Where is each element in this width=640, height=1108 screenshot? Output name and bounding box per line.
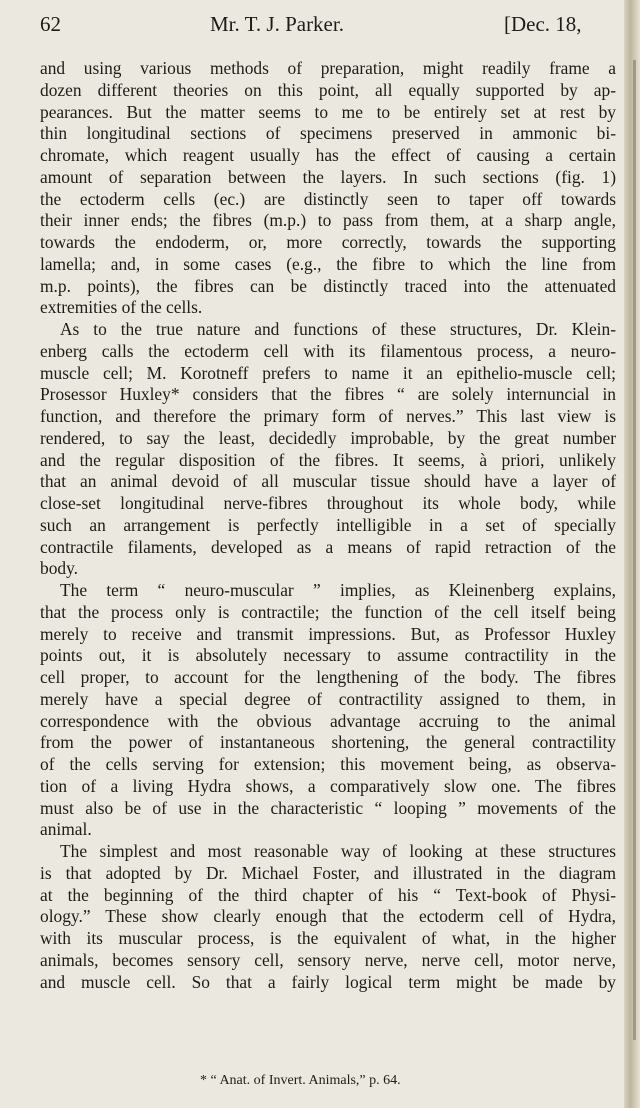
text-line: lamella; and, in some cases (e.g., the fibre to which the line from (40, 253, 616, 274)
text-line: contractile filaments, developed as a means of rapid retraction of the (40, 536, 616, 557)
text-line: enberg calls the ectoderm cell with its filamentous process, a neuro- (40, 340, 616, 361)
running-title: Mr. T. J. Parker. (210, 12, 344, 36)
text-line: and using various methods of preparation, might readily frame a (40, 58, 616, 78)
text-line: muscle cell; M. Korotneff prefers to name it an epithelio-muscle cell; (40, 362, 616, 383)
text-line: at the beginning of the third chapter of his “ Text-book of Physi- (40, 884, 616, 905)
text-line: merely have a special degree of contractility assigned to them, in (40, 688, 616, 709)
text-line: body. (40, 558, 78, 579)
text-line: Prosessor Huxley* considers that the fibres “ are solely internuncial in (40, 384, 616, 405)
text-line: from the power of instantaneous shortening, the general contractility (40, 732, 616, 753)
running-header (40, 8, 632, 44)
text-line: thin longitudinal sections of specimens preserved in ammonic bi- (40, 123, 616, 144)
text-line: The term “ neuro-muscular ” implies, as Kleinenberg explains, (60, 580, 616, 600)
text-line: As to the true nature and functions of these structures, Dr. Klein- (60, 319, 616, 339)
text-line: close-set longitudinal nerve-fibres throughout its whole body, while (40, 493, 616, 513)
running-date: [Dec. 18, (504, 12, 582, 36)
text-line: towards the endoderm, or, more correctly, towards the supporting (40, 232, 616, 252)
text-line: function, and therefore the primary form of nerves.” This last view is (40, 406, 616, 426)
text-line: extremities of the cells. (40, 297, 203, 318)
page-number: 62 (40, 12, 61, 36)
text-line: animal. (40, 819, 92, 840)
footnote: * “ Anat. of Invert. Animals,” p. 64. (200, 1073, 401, 1088)
binding-shadow (633, 60, 636, 1040)
text-line: must also be of use in the characteristic “ looping ” movements of the (40, 797, 616, 818)
body-text (40, 58, 616, 993)
text-line: pearances. But the matter seems to me to be entirely set at rest by (40, 101, 616, 122)
text-line: that an animal devoid of all muscular tissue should have a layer of (40, 471, 616, 492)
text-line: is that adopted by Dr. Michael Foster, and illustrated in the diagram (40, 862, 616, 883)
text-line: chromate, which reagent usually has the effect of causing a certain (40, 145, 616, 165)
text-line: points out, it is absolutely necessary to assume contractility in the (40, 645, 616, 666)
text-line: rendered, to say the least, decidedly improbable, by the great number (40, 427, 616, 448)
text-line: The simplest and most reasonable way of looking at these structures (60, 841, 616, 861)
text-line: with its muscular process, is the equivalent of what, in the higher (40, 928, 616, 948)
text-line: and muscle cell. So that a fairly logical term might be made by (40, 971, 616, 992)
text-line: ology.” These show clearly enough that the ectoderm cell of Hydra, (40, 906, 616, 927)
text-line: that the process only is contractile; the function of the cell itself being (40, 601, 616, 622)
text-line: and the regular disposition of the fibres. It seems, à priori, unlikely (40, 449, 616, 470)
text-line: the ectoderm cells (ec.) are distinctly seen to taper off towards (40, 188, 616, 209)
page-binding-edge (624, 0, 640, 1108)
text-line: merely to receive and transmit impressions. But, as Professor Huxley (40, 623, 616, 644)
text-line: m.p. points), the fibres can be distinctly traced into the attenuated (40, 275, 616, 296)
text-line: such an arrangement is perfectly intelligible in a set of specially (40, 514, 616, 535)
text-line: tion of a living Hydra shows, a comparatively slow one. The fibres (40, 775, 616, 796)
text-line: amount of separation between the layers. In such sections (fig. 1) (40, 166, 616, 187)
text-line: correspondence with the obvious advantage accruing to the animal (40, 710, 616, 731)
text-line: cell proper, to account for the lengthening of the body. The fibres (40, 667, 616, 687)
text-line: their inner ends; the fibres (m.p.) to pass from them, at a sharp angle, (40, 210, 616, 231)
text-line: of the cells serving for extension; this movement being, as observa- (40, 754, 616, 774)
text-line: animals, becomes sensory cell, sensory nerve, nerve cell, motor nerve, (40, 949, 616, 970)
text-line: dozen different theories on this point, all equally supported by ap- (40, 79, 616, 100)
